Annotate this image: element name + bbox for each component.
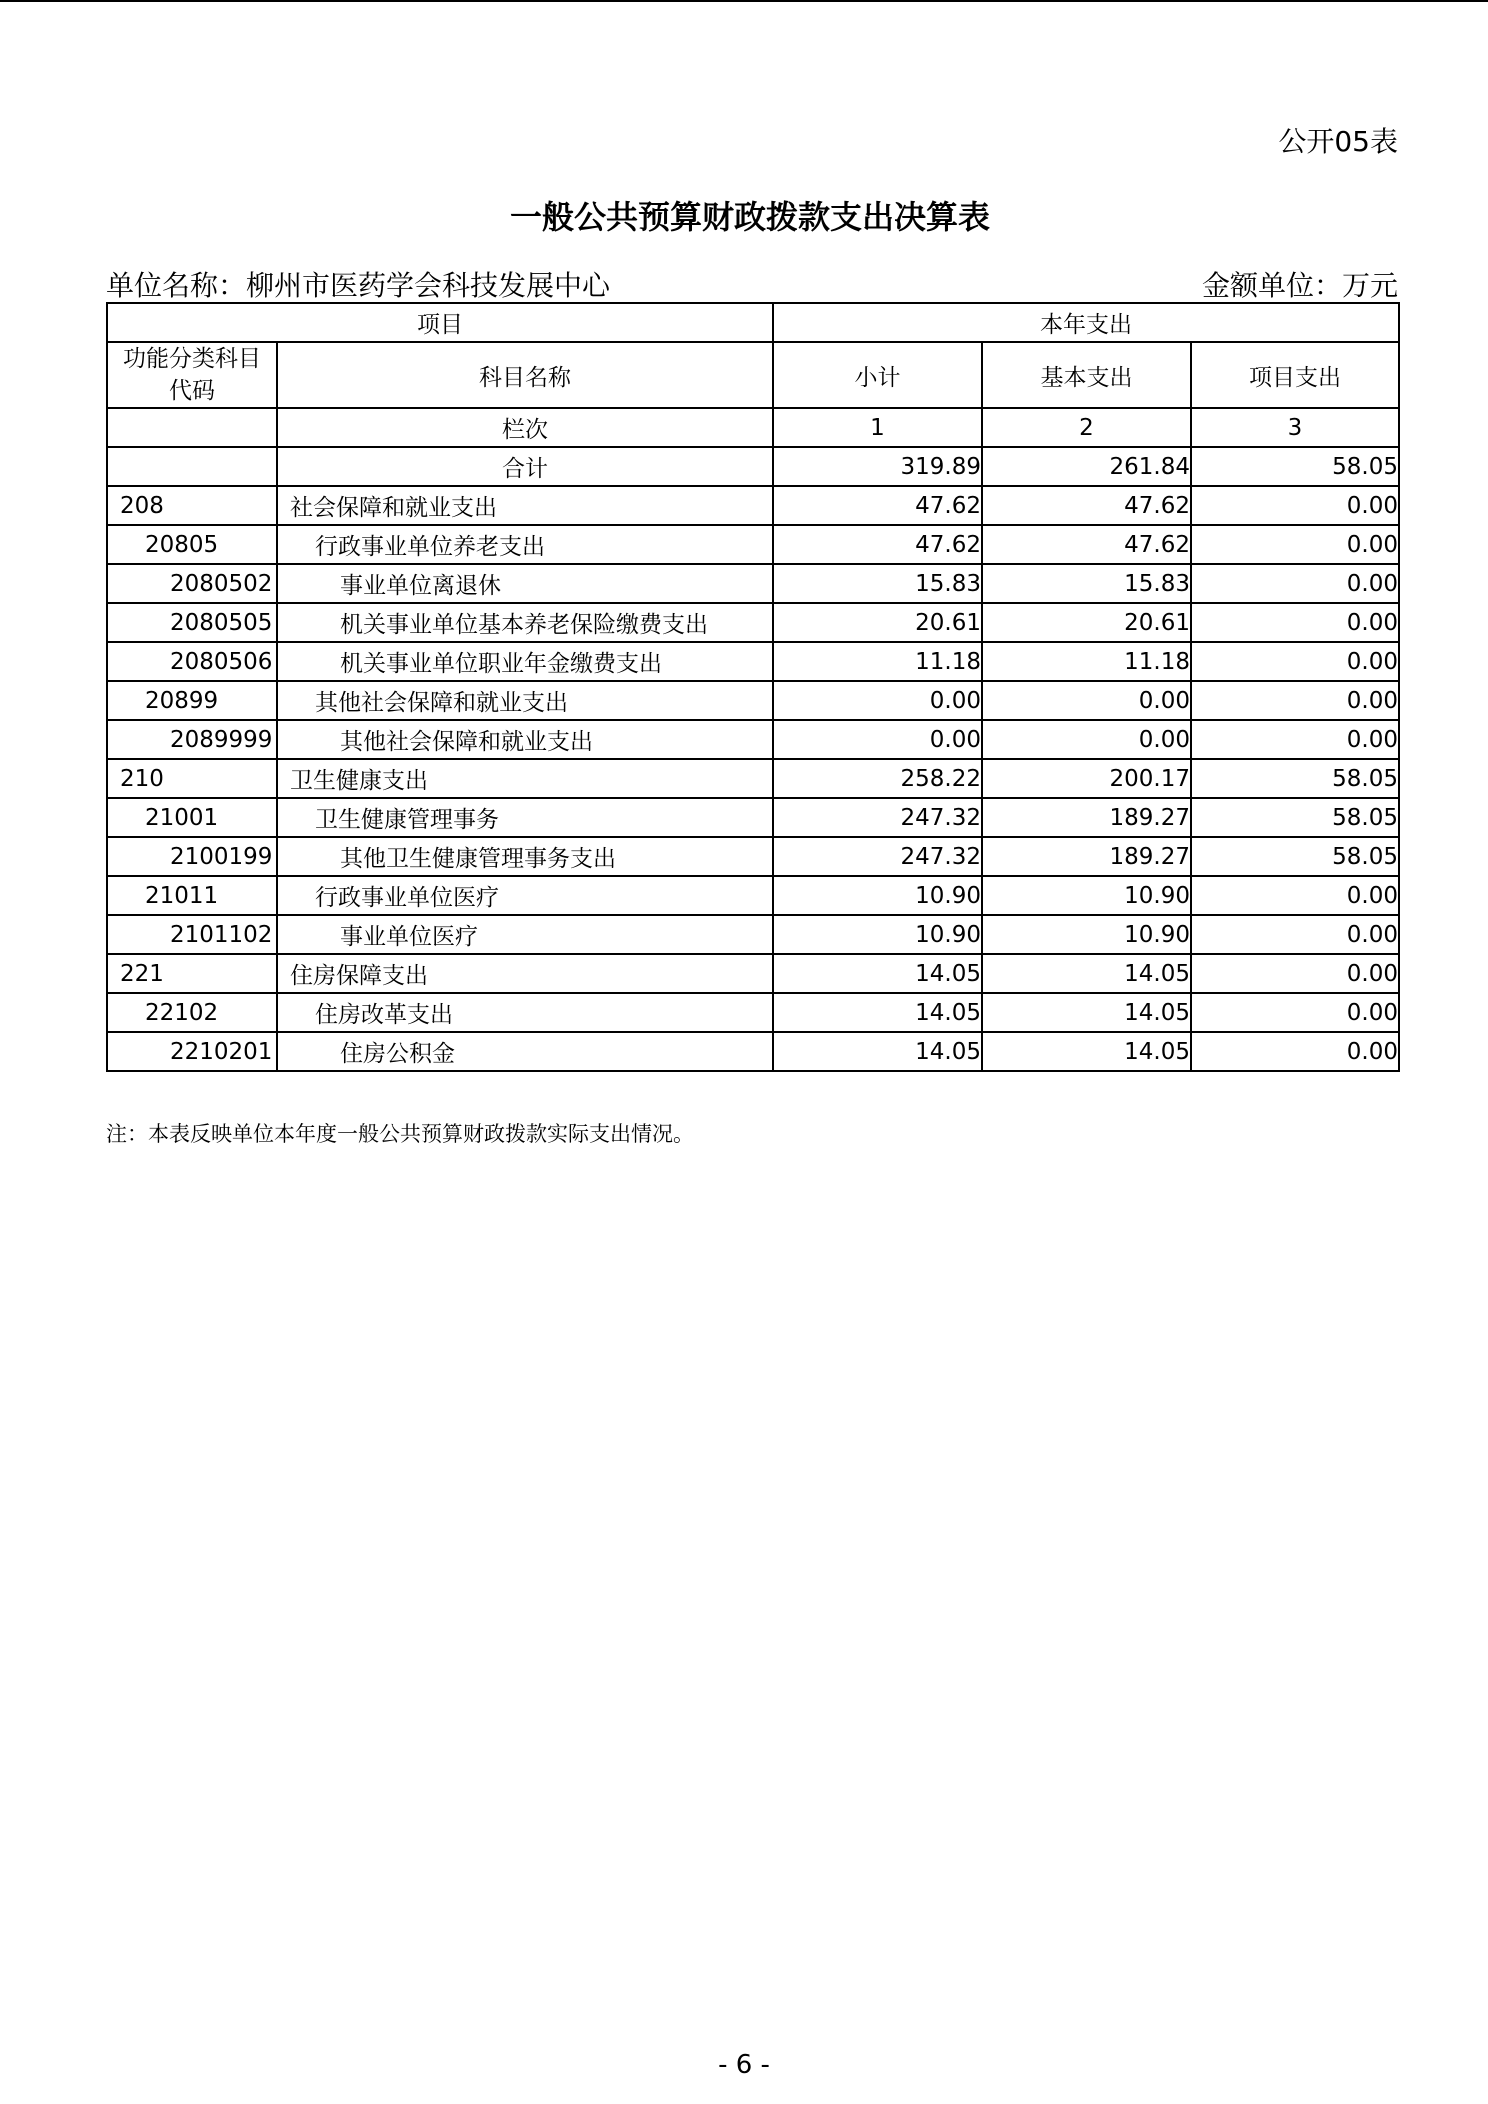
table-row bbox=[107, 720, 1399, 759]
row-subtotal: 0.00 bbox=[773, 681, 982, 720]
row-name: 事业单位离退休 bbox=[277, 564, 773, 603]
expenditure-table bbox=[106, 302, 1400, 1072]
row-basic: 189.27 bbox=[982, 837, 1191, 876]
row-name: 行政事业单位养老支出 bbox=[277, 525, 773, 564]
row-subtotal: 14.05 bbox=[773, 1032, 982, 1071]
row-project: 58.05 bbox=[1191, 759, 1399, 798]
row-name: 机关事业单位基本养老保险缴费支出 bbox=[277, 603, 773, 642]
row-name: 住房保障支出 bbox=[277, 954, 773, 993]
row-basic: 10.90 bbox=[982, 876, 1191, 915]
row-basic: 14.05 bbox=[982, 954, 1191, 993]
row-basic: 0.00 bbox=[982, 720, 1191, 759]
page-title: 一般公共预算财政拨款支出决算表 bbox=[509, 198, 990, 236]
header-row-2 bbox=[107, 342, 1399, 408]
column-index-3: 3 bbox=[1191, 408, 1399, 447]
table-row bbox=[107, 603, 1399, 642]
row-project: 0.00 bbox=[1191, 954, 1399, 993]
header-basic: 基本支出 bbox=[982, 342, 1191, 408]
page-number: - 6 - bbox=[718, 2050, 770, 2080]
row-project: 0.00 bbox=[1191, 1032, 1399, 1071]
row-subtotal: 258.22 bbox=[773, 759, 982, 798]
row-code: 2100199 bbox=[107, 837, 277, 876]
table-row bbox=[107, 759, 1399, 798]
row-name: 其他社会保障和就业支出 bbox=[277, 681, 773, 720]
table-row bbox=[107, 993, 1399, 1032]
column-index-2: 2 bbox=[982, 408, 1191, 447]
table-row bbox=[107, 564, 1399, 603]
row-subtotal: 20.61 bbox=[773, 603, 982, 642]
row-project: 58.05 bbox=[1191, 837, 1399, 876]
form-number: 公开05表 bbox=[1278, 125, 1398, 158]
table-note: 注：本表反映单位本年度一般公共预算财政拨款实际支出情况。 bbox=[106, 1122, 694, 1146]
row-subtotal: 0.00 bbox=[773, 720, 982, 759]
column-index-label: 栏次 bbox=[277, 408, 773, 447]
row-basic: 14.05 bbox=[982, 1032, 1191, 1071]
header-name: 科目名称 bbox=[277, 342, 773, 408]
amount-unit: 金额单位：万元 bbox=[1201, 269, 1398, 302]
unit-name: 单位名称：柳州市医药学会科技发展中心 bbox=[106, 269, 611, 302]
header-project: 项目 bbox=[107, 303, 773, 342]
row-subtotal: 47.62 bbox=[773, 525, 982, 564]
row-basic: 47.62 bbox=[982, 525, 1191, 564]
row-project: 58.05 bbox=[1191, 798, 1399, 837]
total-basic: 261.84 bbox=[982, 447, 1191, 486]
table-row bbox=[107, 954, 1399, 993]
row-basic: 200.17 bbox=[982, 759, 1191, 798]
row-project: 0.00 bbox=[1191, 915, 1399, 954]
row-subtotal: 10.90 bbox=[773, 915, 982, 954]
row-code: 20805 bbox=[107, 525, 277, 564]
row-basic: 20.61 bbox=[982, 603, 1191, 642]
column-index-1: 1 bbox=[773, 408, 982, 447]
row-code: 2089999 bbox=[107, 720, 277, 759]
page-top-border bbox=[0, 0, 1488, 2]
table-row bbox=[107, 642, 1399, 681]
row-name: 住房公积金 bbox=[277, 1032, 773, 1071]
row-name: 机关事业单位职业年金缴费支出 bbox=[277, 642, 773, 681]
row-basic: 189.27 bbox=[982, 798, 1191, 837]
row-project: 0.00 bbox=[1191, 486, 1399, 525]
row-code: 210 bbox=[107, 759, 277, 798]
row-subtotal: 14.05 bbox=[773, 954, 982, 993]
row-project: 0.00 bbox=[1191, 876, 1399, 915]
row-code: 221 bbox=[107, 954, 277, 993]
column-index-empty bbox=[107, 408, 277, 447]
row-name: 卫生健康支出 bbox=[277, 759, 773, 798]
row-subtotal: 247.32 bbox=[773, 798, 982, 837]
row-code: 2080505 bbox=[107, 603, 277, 642]
row-basic: 47.62 bbox=[982, 486, 1191, 525]
row-project: 0.00 bbox=[1191, 720, 1399, 759]
header-current-year: 本年支出 bbox=[773, 303, 1399, 342]
row-subtotal: 10.90 bbox=[773, 876, 982, 915]
total-project: 58.05 bbox=[1191, 447, 1399, 486]
row-basic: 10.90 bbox=[982, 915, 1191, 954]
row-code: 2080502 bbox=[107, 564, 277, 603]
row-basic: 15.83 bbox=[982, 564, 1191, 603]
header-project-exp: 项目支出 bbox=[1191, 342, 1399, 408]
row-subtotal: 247.32 bbox=[773, 837, 982, 876]
row-subtotal: 14.05 bbox=[773, 993, 982, 1032]
row-subtotal: 11.18 bbox=[773, 642, 982, 681]
total-row bbox=[107, 447, 1399, 486]
row-name: 行政事业单位医疗 bbox=[277, 876, 773, 915]
row-name: 事业单位医疗 bbox=[277, 915, 773, 954]
row-code: 2210201 bbox=[107, 1032, 277, 1071]
row-basic: 0.00 bbox=[982, 681, 1191, 720]
total-label: 合计 bbox=[277, 447, 773, 486]
header-row-1 bbox=[107, 303, 1399, 342]
table-row bbox=[107, 798, 1399, 837]
row-project: 0.00 bbox=[1191, 681, 1399, 720]
row-name: 卫生健康管理事务 bbox=[277, 798, 773, 837]
header-code: 功能分类科目代码 bbox=[107, 342, 277, 408]
row-project: 0.00 bbox=[1191, 564, 1399, 603]
row-code: 22102 bbox=[107, 993, 277, 1032]
row-code: 208 bbox=[107, 486, 277, 525]
table-row bbox=[107, 525, 1399, 564]
total-code-empty bbox=[107, 447, 277, 486]
row-name: 社会保障和就业支出 bbox=[277, 486, 773, 525]
row-name: 其他卫生健康管理事务支出 bbox=[277, 837, 773, 876]
row-code: 20899 bbox=[107, 681, 277, 720]
row-name: 其他社会保障和就业支出 bbox=[277, 720, 773, 759]
row-name: 住房改革支出 bbox=[277, 993, 773, 1032]
row-code: 2080506 bbox=[107, 642, 277, 681]
table-row bbox=[107, 837, 1399, 876]
row-subtotal: 47.62 bbox=[773, 486, 982, 525]
row-project: 0.00 bbox=[1191, 603, 1399, 642]
row-basic: 14.05 bbox=[982, 993, 1191, 1032]
row-project: 0.00 bbox=[1191, 993, 1399, 1032]
column-index-row bbox=[107, 408, 1399, 447]
row-code: 21001 bbox=[107, 798, 277, 837]
row-code: 2101102 bbox=[107, 915, 277, 954]
header-subtotal: 小计 bbox=[773, 342, 982, 408]
table-row bbox=[107, 681, 1399, 720]
row-basic: 11.18 bbox=[982, 642, 1191, 681]
row-code: 21011 bbox=[107, 876, 277, 915]
total-subtotal: 319.89 bbox=[773, 447, 982, 486]
table-row bbox=[107, 486, 1399, 525]
table-row bbox=[107, 1032, 1399, 1071]
table-row bbox=[107, 876, 1399, 915]
table-row bbox=[107, 915, 1399, 954]
row-subtotal: 15.83 bbox=[773, 564, 982, 603]
row-project: 0.00 bbox=[1191, 525, 1399, 564]
row-project: 0.00 bbox=[1191, 642, 1399, 681]
